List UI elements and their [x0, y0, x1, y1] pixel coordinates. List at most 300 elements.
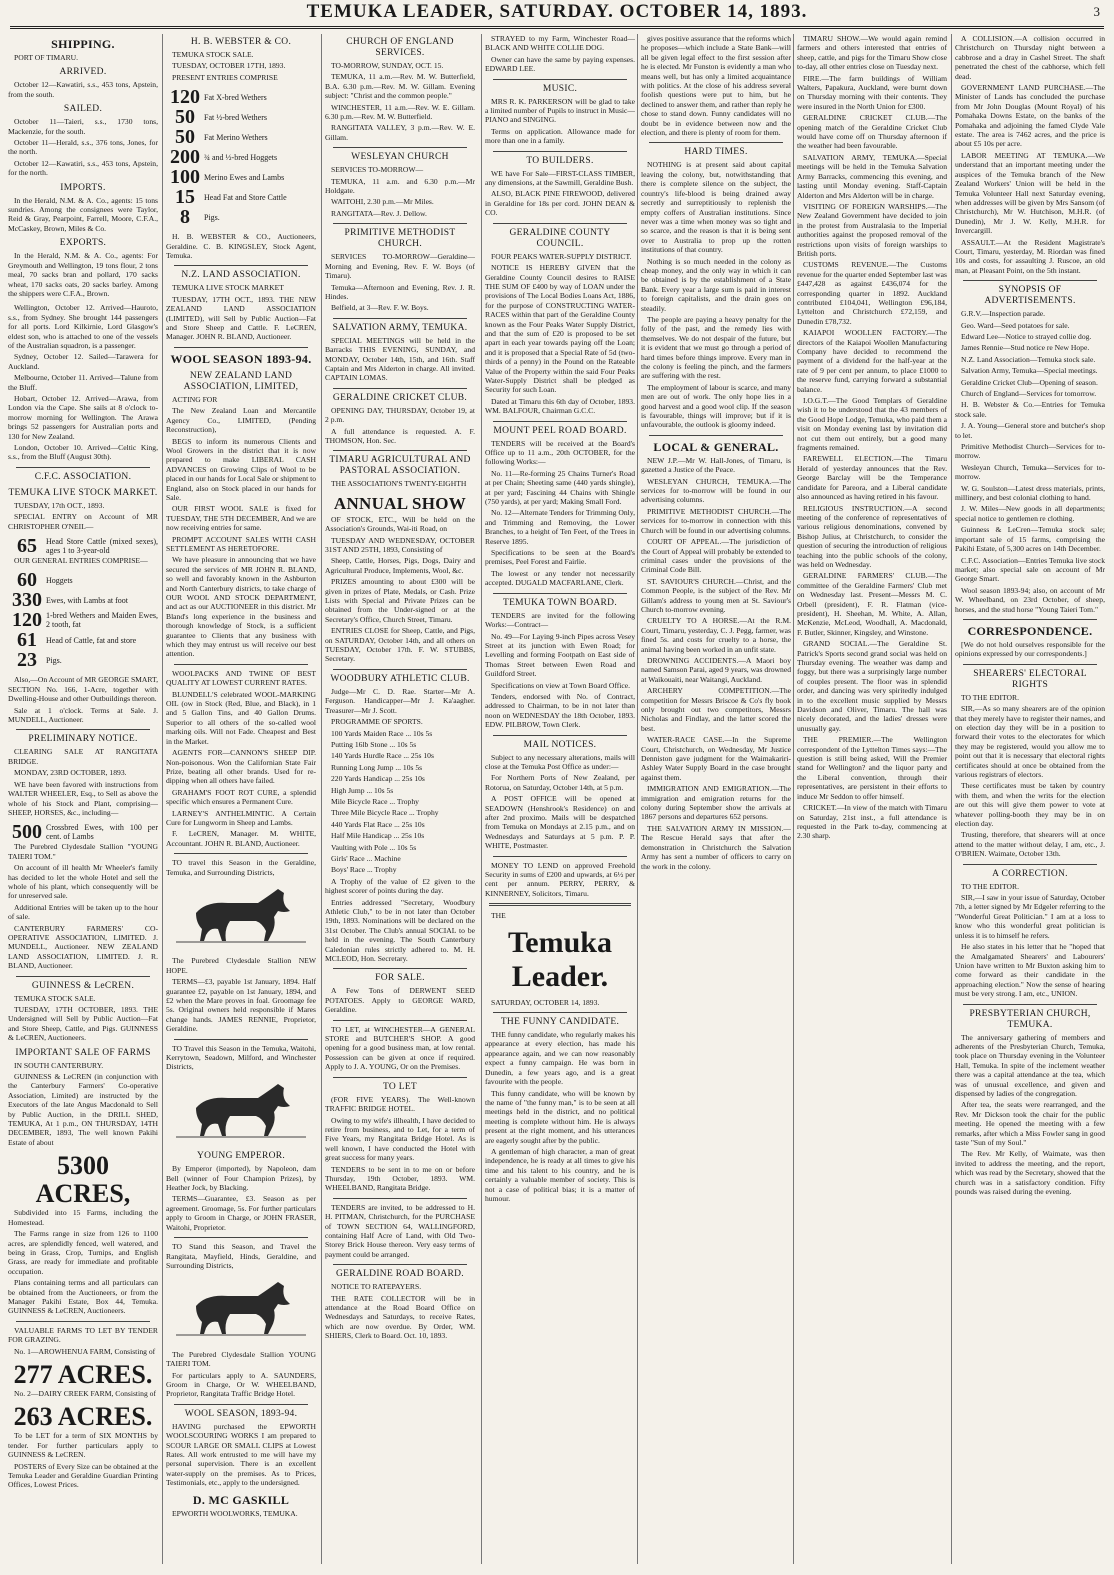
article-paragraph: THE SALVATION ARMY IN MISSION.—The Rescue Herald says that after the demonstration in Christchurch the Salvation Army has sent a number of officers to carry on the work in the colony. — [641, 823, 791, 871]
article-block — [955, 864, 1105, 999]
article-paragraph: THE ASSOCIATION'S TWENTY-EIGHTH — [331, 479, 467, 489]
article-block — [955, 1004, 1105, 1197]
column-rule — [493, 421, 627, 422]
column-rule — [174, 664, 308, 665]
article-paragraph: London, October 10. Arrived—Celtic King, s.s., from the Bluff (August 30th). — [8, 443, 158, 462]
column-rule — [963, 1004, 1097, 1005]
section-heading: FOR SALE. — [375, 973, 425, 984]
article-paragraph: THE — [491, 911, 506, 921]
article-paragraph: By Emperor (imported), by Napoleon, dam Bell (winner of Four Champion Prizes), by Heather Jock, by Blacking. — [166, 1164, 316, 1193]
article-paragraph: To be LET for a term of SIX MONTHS by tender. For further particulars apply to GUINNESS & LeCREN. — [8, 1431, 158, 1460]
column-rule — [333, 223, 467, 224]
article-paragraph: Geo. Ward—Seed potatoes for sale. — [961, 320, 1070, 330]
column-divider — [637, 34, 638, 1564]
section-heading: IMPORTANT SALE OF FARMS — [15, 1047, 151, 1058]
article-paragraph: SERVICES TO-MORROW—Geraldine—Morning and Evening, Rev. F. W. Boys (of Timaru). — [325, 252, 475, 281]
article-paragraph: PRESENT ENTRIES COMPRISE — [172, 72, 278, 82]
page-number: 3 — [1093, 4, 1100, 19]
article-paragraph: Additional Entries will be taken up to the hour of sale. — [8, 902, 158, 922]
article-paragraph: DROWNING ACCIDENTS.—A Maori boy named Samson Parai, aged 9 years, was drowned at Waikouaiti, near Waitangi, Auckland. — [641, 655, 791, 684]
stock-quantity: 50 — [175, 106, 195, 129]
article-block — [8, 570, 158, 670]
stock-description: Fat X-bred Wethers — [204, 92, 267, 102]
article-paragraph: J. W. Miles—New goods in all departments; special notice to gentlemen re clothing. — [955, 504, 1105, 523]
article-block — [166, 347, 316, 366]
column-rule — [493, 223, 627, 224]
stock-entry-row — [8, 610, 158, 630]
stock-quantity: 50 — [175, 126, 195, 149]
article-paragraph: Edward Lee—Notice to strayed collie dog. — [961, 331, 1092, 341]
article-block — [325, 1198, 475, 1259]
article-paragraph: TENDERS are invited, to be addressed to H. H. PITMAN, Christchurch, for the PURCHASE of TOWN SECTION 64, WALLINGFORD, containing Half Acre of Land, with Old Two-Storey Brick House thereon. Very easy terms of payment could be arranged. — [325, 1202, 475, 1259]
article-block — [485, 1012, 635, 1203]
column-rule — [333, 388, 467, 389]
article-paragraph: WOOLPACKS AND TWINE OF BEST QUALITY AT LOWEST CURRENT RATES. — [166, 668, 316, 688]
article-block — [166, 1237, 316, 1345]
article-paragraph: ACTING FOR — [172, 394, 218, 404]
stock-quantity: 15 — [175, 186, 195, 209]
stock-quantity: 65 — [17, 535, 37, 558]
article-paragraph: SATURDAY, OCTOBER 14, 1893. — [491, 997, 600, 1007]
article-paragraph: Belfield, at 3—Rev. F. W. Boys. — [331, 303, 429, 313]
article-block — [166, 956, 316, 1033]
article-block — [8, 467, 158, 483]
article-paragraph: gives positive assurance that the reforms which he proposes—which include a State Bank—will all be given legal effect to the first session after he is elected. Mr Funston is evidently a man who means well, but has only a limited acquaintance with politics. At the close of his address several foolish questions were put to him, but he declined to answer them, and rather than reply he chose to stand down. Funny candidates will no doubt be in evidence between now and the election, and there is plenty of room for them. — [641, 34, 791, 138]
column-rule — [174, 265, 308, 266]
article-paragraph: Specifications to be seen at the Board's premises, Peel Forest and Fairlie. — [485, 548, 635, 567]
article-paragraph: Girls' Race ... Machine — [331, 853, 401, 863]
article-block — [325, 1264, 475, 1340]
section-heading: CORRESPONDENCE. — [967, 623, 1093, 638]
column-rule — [174, 853, 308, 854]
article-paragraph: SIR,—I saw in your issue of Saturday, October 7th, a letter signed by Mr Edgeler referring to the "Wonderful Great Politician." I am at a loss to know who this wonderful great politician is unless it is to himself he refers. — [955, 893, 1105, 940]
article-block — [797, 34, 947, 841]
article-paragraph: HAVING purchased the EPWORTH WOOLSCOURING WORKS I am prepared to SCOUR LARGE OR SMALL CLIPS at Lowest Rates. All work entrusted to me will have my personal supervision. There is an excellent water-supply on the premises. As to Prices, Testimonials, etc., apply to the undersigned. — [166, 1421, 316, 1488]
article-paragraph: Tenders, endorsed with No. of Contract, addressed to Chairman, to be in not later than noon on WEDNESDAY the 18th October, 1893. EDW. PILBROW, Town Clerk. — [485, 691, 635, 730]
column-rule — [333, 450, 467, 451]
article-paragraph: October 11—Herald, s.s., 376 tons, Jones, for the north. — [8, 138, 158, 157]
stock-description: Hoggets — [46, 575, 73, 585]
article-paragraph: TUESDAY, 17th OCT., 1893. — [14, 500, 105, 510]
article-paragraph: BEGS to inform its numerous Clients and Wool Growers in the district that it is now prepared to make LIBERAL CASH ADVANCES on Growing Clips of Wool to be placed in our hands for Local Sale or shipment to England, also on Stock placed in our hands for Sale. — [166, 436, 316, 502]
article-paragraph: MRS R. K. PARKERSON will be glad to take a limited number of Pupils to instruct in Music—PIANO and SINGING. — [485, 96, 635, 125]
article-paragraph: [We do not hold ourselves responsible for the opinions expressed by our correspondents.] — [955, 639, 1105, 659]
section-heading: TEMUKA TOWN BOARD. — [502, 597, 618, 608]
article-paragraph: COURT OF APPEAL.—The jurisdiction of the Court of Appeal will probably be extended to criminal cases under the provisions of the Criminal Code Bill. — [641, 537, 791, 575]
stock-quantity: 330 — [12, 589, 42, 612]
stock-quantity: 61 — [17, 629, 37, 652]
stallion-engraving-icon — [166, 883, 316, 945]
section-heading: WOOL SEASON, 1893-94. — [184, 1408, 298, 1419]
column-rule — [333, 147, 467, 148]
article-block — [485, 151, 635, 218]
column-rule — [963, 619, 1097, 620]
article-paragraph: WINCHESTER, 11 a.m.—Rev. W. E. Gillam. 6.30 p.m.—Rev. M. W. Butterfield. — [325, 102, 475, 122]
article-paragraph: POSTERS of Every Size can be obtained at the Temuka Leader and Geraldine Guardian Printing Offices, Lowest Prices. — [8, 1461, 158, 1490]
article-block — [166, 1493, 316, 1518]
section-heading: SAILED. — [63, 104, 103, 115]
article-block — [325, 388, 475, 446]
article-paragraph: TEMUKA STOCK SALE. — [14, 993, 96, 1003]
section-heading: NEW ZEALAND LAND ASSOCIATION, LIMITED, — [183, 370, 299, 392]
article-paragraph: High Jump ... 10s 5s — [331, 785, 394, 795]
article-paragraph: Salvation Army, Temuka—Special meetings. — [961, 366, 1098, 376]
article-paragraph: MONDAY, 23RD OCTOBER, 1893. — [14, 768, 127, 778]
column-rule — [649, 142, 783, 143]
article-paragraph: FOUR PEAKS WATER-SUPPLY DISTRICT. — [491, 251, 632, 261]
article-paragraph: The lowest or any tender not necessarily accepted. DUGALD MACFARLANE, Clerk. — [485, 568, 635, 588]
article-paragraph: TUESDAY, 17TH OCTOBER, 1893. THE Undersigned will Sell by Public Auction—Fat and Store Sheep, Cattle, and Pigs. GUINNESS & LeCREN, Auctioneers. — [8, 1005, 158, 1043]
article-paragraph: CUSTOMS REVENUE.—The Customs revenue for the quarter ended September last was £447,428 as against £436,074 for the corresponding quarter in 1892. Auckland contributed £104,041, Wellington £96,184, Lyttelton and Christchurch £72,159, and Dunedin £78,732. — [797, 260, 947, 326]
column-rule — [174, 1039, 308, 1040]
article-paragraph: NOTHING is at present said about capital leaving the colony, but, notwithstanding that there is complete silence on the subject, the country's life-blood is being drained away secretly and surreptitiously to replenish the empty coffers of Australian institutions. Since never was a time when money was so tight and so scarce, and the reason is that it is being sent over to Australia to prop up the rotten institutions of that country. — [641, 160, 791, 255]
article-paragraph: TO THE EDITOR. — [961, 692, 1020, 702]
article-paragraph: Running Long Jump ... 10s 5s — [331, 762, 423, 772]
stock-quantity: 120 — [12, 609, 42, 632]
article-paragraph: CRICKET.—In view of the match with Timaru on Saturday, 21st inst., a full attendance is requested in the Park to-day, commencing at 2.30 sharp. — [797, 803, 947, 841]
article-block — [641, 435, 791, 871]
article-block — [166, 87, 316, 227]
section-heading: LOCAL & GENERAL. — [653, 439, 779, 454]
article-paragraph: THE funny candidate, who regularly makes his appearance at every election, has made his appearance again, and we can now reasonably expect a funny campaign. He was born in Dunedin, a few years ago, and is a great favourite with the people. — [485, 1030, 635, 1087]
article-paragraph: A full attendance is requested. A. F. THOMSON, Hon. Sec. — [325, 426, 475, 445]
article-paragraph: This funny candidate, who will be known by the name of "the funny man," is to be seen at all meetings held in the district, and no political meeting is complete without him. He is always present at the right moment, and his utterances are eagerly sought after by the public. — [485, 1088, 635, 1145]
article-block — [955, 280, 1105, 614]
stock-quantity: 500 — [12, 821, 42, 844]
stock-entry-row — [166, 107, 316, 127]
article-block — [641, 34, 791, 137]
article-paragraph: OF STOCK, ETC., Will be held on the Association's Grounds, Wai-iti Road, on — [325, 514, 475, 534]
section-heading: HARD TIMES. — [684, 147, 748, 158]
article-block — [8, 536, 158, 565]
column-6 — [797, 34, 947, 1564]
article-paragraph: MONEY TO LEND on approved Freehold Security in sums of £200 and upwards, at 6½ per cent per annum. PERRY, PERRY, & KINNERNEY, Solicitors, Timaru. — [485, 860, 635, 898]
article-paragraph: No. 11—Re-forming 25 Chains Turner's Road at per Chain; Sheeting same (440 yards shingle), at per yard; Fascining 44 Chains with Shingle (750 yards), at per yard; Making Small Ford. — [485, 468, 635, 507]
column-1 — [8, 34, 158, 1564]
article-paragraph: WE have been favored with instructions from WALTER WHEELER, Esq., to Sell as above the whole of his Stock and Plant, comprising—SHEEP, HORSES, &c., including— — [8, 779, 158, 817]
article-paragraph: TO travel this Season in the Geraldine, Temuka, and Surrounding Districts, — [166, 858, 316, 877]
column-rule — [16, 976, 150, 977]
article-paragraph: SIR,—As so many shearers are of the opinion that they merely have to register their names, and on election day they will be in a position to forward their votes to the electorates for which they may be registered, would you allow me to point out that it is necessary that electoral rights certificates should at once be obtained from the various registrars of electors. — [955, 704, 1105, 779]
article-block — [8, 67, 158, 99]
article-block — [485, 421, 635, 588]
article-paragraph: TO-MORROW, SUNDAY, OCT. 15. — [331, 61, 444, 70]
article-block — [485, 735, 635, 851]
article-paragraph: James Rennie—Stud notice re New Hope. — [961, 343, 1090, 353]
column-rule — [333, 968, 467, 969]
section-heading: TO BUILDERS. — [526, 155, 594, 166]
article-paragraph: PORT OF TIMARU. — [14, 53, 79, 62]
acreage-figure: 263 ACRES. — [13, 1402, 153, 1432]
column-rule — [963, 664, 1097, 665]
article-paragraph: The Purebred Clydesdale Stallion NEW HOPE. — [166, 956, 316, 975]
stock-quantity: 23 — [17, 649, 37, 672]
article-paragraph: ENTRIES CLOSE for Sheep, Cattle, and Pigs, on SATURDAY, October 14th, and all others on TUESDAY, October 17th. F. W. STUBBS, Secretary. — [325, 626, 475, 664]
section-heading: ANNUAL SHOW — [333, 493, 467, 513]
article-paragraph: GRAND SOCIAL.—The Geraldine St. Patrick's Sports second grand social was held on Thursday evening. The weather was damp and foggy, but there was a surprisingly large number of couples present. The floor was in splendid order, and dancing was very spiritedly indulged in to the excellent music supplied by Messrs Davidson and Oliver, Timaru. The hall was nicely decorated, and the ladies' dresses were unusually gay. — [797, 639, 947, 733]
section-heading: GERALDINE COUNTY COUNCIL. — [509, 227, 611, 249]
article-paragraph: H. B. WEBSTER & CO., Auctioneers, Geraldine. C. B. KINGSLEY, Stock Agent, Temuka. — [166, 232, 316, 261]
stock-quantity: 100 — [170, 166, 200, 189]
article-paragraph: PROMPT ACCOUNT SALES WITH CASH SETTLEMENT AS HERETOFORE. — [166, 534, 316, 553]
article-block — [8, 675, 158, 724]
article-paragraph: ST. SAVIOUR'S CHURCH.—Christ, and the Common People, is the subject of the Rev. Mr Gillam's address to young men at St. Saviour's Church to-morrow evening. — [641, 576, 791, 614]
section-heading: TIMARU AGRICULTURAL AND PASTORAL ASSOCIATION. — [329, 455, 471, 477]
article-paragraph: TIMARU SHOW.—We would again remind farmers and others interested that entries of sheep, cattle, and pigs for the Timaru Show close to-day, all other entries close on Tuesday next. — [797, 34, 947, 72]
column-5 — [641, 34, 791, 1564]
article-paragraph: PRIZES amounting to about £300 will be given in prizes of Plate, Medals, or Cash. Prize Lists with Special and Private Prizes can be obtained from the Under-signed or at the Secretary's Office, Church Street, Timaru. — [325, 577, 475, 624]
article-block — [8, 104, 158, 177]
article-paragraph: TERMS—Guarantee, £3. Season as per agreement. Groomage, 5s. For further particulars apply to Groom in Charge, or JOHN FRASER, Waitohi, Proprietor. — [166, 1194, 316, 1232]
column-rule — [16, 729, 150, 730]
article-paragraph: Guinness & LeCren—Temuka stock sale; important sale of 15 farms, comprising the Pakihi Estate, of 5,300 acres on 14th December. — [955, 525, 1105, 554]
stock-entry-row — [166, 127, 316, 147]
stock-entry-row — [8, 570, 158, 590]
article-paragraph: Hobart, October 12. Arrived—Arawa, from London via the Cape. She sails at 8 o'clock to-morrow morning for Wellington. The Arawa brings 52 passengers for Australian ports and 130 for New Zealand. — [8, 393, 158, 441]
article-paragraph: OUR GENERAL ENTRIES COMPRISE— — [14, 556, 148, 566]
article-block — [166, 1151, 316, 1232]
stock-description: Crossbred Ewes, with 100 per cent. of Lambs — [46, 822, 158, 842]
article-block — [8, 1321, 158, 1356]
article-block — [8, 976, 158, 1043]
article-block — [166, 664, 316, 848]
article-paragraph: Wesleyan Church, Temuka—Services for to-morrow. — [955, 462, 1105, 482]
masthead-title: TEMUKA LEADER, SATURDAY. OCTOBER 14, 1893. — [306, 1, 808, 22]
article-paragraph: TUESDAY, 17TH OCT., 1893. THE NEW ZEALAND LAND ASSOCIATION (LIMITED), will Sell by Public Auction—Fat and Store Sheep and Cattle. F. LeCREN, Manager. JOHN R. BLAND, Auctioneer. — [166, 294, 316, 342]
article-paragraph: GERALDINE CRICKET CLUB.—The opening match of the Geraldine Cricket Club would have come off on Thursday afternoon if the weather had been favourable. — [797, 113, 947, 151]
article-block — [955, 34, 1105, 275]
stock-description: Merino Ewes and Lambs — [204, 172, 285, 182]
article-paragraph: ALSO, BLACK PINE FIREWOOD, delivered in Geraldine for 18s per cord. JOHN DEAN & CO. — [485, 189, 635, 218]
article-paragraph: SERVICES TO-MORROW— — [331, 165, 424, 175]
article-paragraph: KAIAPOI WOOLLEN FACTORY.—The directors of the Kaiapoi Woollen Manufacturing Company have decided to recommend the payment of a dividend for the half-year at the rate of 9 per cent per annum, to place £1000 to the reserve fund, carrying forward a substantial balance. — [797, 328, 947, 394]
stock-entry-row — [8, 822, 158, 842]
acreage-figure: 277 ACRES. — [13, 1359, 153, 1389]
section-heading: TEMUKA LIVE STOCK MARKET. — [8, 487, 158, 498]
article-paragraph: The people are paying a heavy penalty for the folly of the past, and the remedy lies with themselves. We do not despair of the future, but it is evident that we must go through a period of hard times before things improve. Every man in the colony is feeling the pinch, and the farmers are suffering with the rest. — [641, 314, 791, 381]
article-paragraph: NOTICE IS HEREBY GIVEN that the Geraldine County Council desires to RAISE THE SUM OF £400 by way of LOAN under the provisions of The Local Bodies Loans Act, 1886, for the purpose of CONSTRUCTING WATER-RACES within that part of the Geraldine County known as the Four Peaks Water Supply District, and that the sum of £20 is proposed to be set apart in each year towards paying off the Loan; and it is proposed that a Special Rate of 5d (two-thirds of a penny) in the Pound on the Rateable Value of the Property within the said Four Peaks Water-Supply District shall be pledged as Security for such Loan. — [485, 263, 635, 395]
column-rule — [333, 669, 467, 670]
article-block — [325, 147, 475, 218]
article-paragraph: Dated at Timaru this 6th day of October, 1893. WM. BALFOUR, Chairman G.C.C. — [485, 396, 635, 416]
article-paragraph: In the Herald, N.M. & A. Co., agents: 15 tons sundries. Among the consignees were Taylor, Reid & Gray, Pearpoint, Farrell, Moore, C.F.A., McCaskey, Brown, Miles & Co. — [8, 195, 158, 233]
article-paragraph: CRUELTY TO A HORSE.—At the R.M. Court, Timaru, yesterday, C. J. Pegg, farmer, was fined 5s. and costs for cruelty to a horse, the animal having been worked in an unfit state. — [641, 616, 791, 654]
section-heading: N.Z. LAND ASSOCIATION. — [181, 270, 301, 281]
article-block — [325, 1020, 475, 1072]
stock-entry-row — [166, 147, 316, 167]
article-block — [8, 1048, 158, 1148]
article-paragraph: BLUNDELL'S celebrated WOOL-MARKING OIL (ow in Stock (Red, Blue, and Black), in 1 and 5 Gallon Tins, and 40 Gallon Drums. Superior to all others of the so-called wool marking oils. Will not Fade. Cheapest and Best in the Market. — [166, 689, 316, 746]
article-paragraph: Boys' Race ... Trophy — [331, 865, 397, 875]
column-3 — [325, 34, 475, 1564]
acreage-figure: 5300 ACRES, — [35, 1151, 131, 1209]
article-paragraph: October 12—Kawatiri, s.s., 453 tons, Apstein, for the north. — [8, 158, 158, 178]
article-paragraph: SPECIAL MEETINGS will be held in the Barracks THIS EVENING, SUNDAY, and MONDAY, October 14th, 15th, and 16th. Staff Captain and Mrs Alderton in charge. All invited. CAPTAIN LOMAS. — [325, 335, 475, 383]
section-heading: IMPORTS. — [60, 182, 106, 193]
article-block — [485, 593, 635, 730]
stock-description: Head Store Cattle (mixed sexes), ages 1 to 3-year-old — [46, 536, 158, 556]
column-rule — [174, 1404, 308, 1405]
article-paragraph: Subdivided into 15 Farms, including the Homestead. — [8, 1208, 158, 1227]
article-paragraph: TUESDAY, OCTOBER 17TH, 1893. — [172, 61, 286, 71]
article-paragraph: Subject to any necessary alterations, mails will close at the Temuka Post Office as under:— — [485, 752, 635, 771]
article-block — [166, 853, 316, 951]
column-rule — [174, 1237, 308, 1238]
article-paragraph: FAREWELL ELECTION.—The Timaru Herald of yesterday announces that the Rev. George Barclay will be the Temperance candidate for Pareora, and a Liberal candidate also announced as having retired in his favour. — [797, 454, 947, 502]
article-paragraph: NEW J.P.—Mr W. Hall-Jones, of Timaru, is gazetted a Justice of the Peace. — [641, 455, 791, 475]
column-rule — [333, 318, 467, 319]
article-paragraph: A COLLISION.—A collision occurred in Christchurch on Thursday night between a cabbrose and a dray in Cashel Street. The shaft penetrated the chest of the cabhorse, which fell dead. — [955, 34, 1105, 81]
article-paragraph: A Few Tons of DERWENT SEED POTATOES. Apply to GEORGE WARD, Geraldine. — [325, 986, 475, 1015]
article-paragraph: The Purebred Clydesdale Stallion "YOUNG TAIERI TOM." — [8, 842, 158, 861]
section-heading: MAIL NOTICES. — [523, 739, 597, 750]
article-paragraph: CLEARING SALE AT RANGITATA BRIDGE. — [8, 747, 158, 766]
article-paragraph: For Northern Ports of New Zealand, per Rotorua, on Saturday, October 14th, at 5 p.m. — [485, 773, 635, 792]
article-block — [485, 926, 635, 1007]
article-block — [8, 488, 158, 531]
article-paragraph: Three Mile Bicycle Race ... Trophy — [331, 808, 439, 818]
article-paragraph: STRAYED to my Farm, Winchester Road—BLACK AND WHITE COLLIE DOG. — [485, 34, 635, 53]
section-heading: GERALDINE ROAD BOARD. — [336, 1269, 464, 1280]
section-heading: CHURCH OF ENGLAND SERVICES. — [346, 37, 454, 58]
column-4 — [485, 34, 635, 1564]
article-block — [325, 318, 475, 383]
column-rule — [333, 1198, 467, 1199]
article-paragraph: On account of ill health Mr Wheeler's family has decided to let the whole Hotel and sell the whole of his plant, which consequently will be for unreserved sale. — [8, 863, 158, 901]
newspaper-nameplate: Temuka Leader. — [508, 925, 612, 993]
article-paragraph: Entries addressed "Secretary, Woodbury Athletic Club," to be in not later than October 19th, 1893. Nominations will be declared on the 31st October. The Club's annual SOCIAL to be held in the evening. The South Canterbury Caledonian rules strictly adhered to. M. H. MCLEOD, Hon. Secretary. — [325, 897, 475, 964]
article-block — [485, 856, 635, 899]
article-paragraph: Trusting, therefore, that shearers will at once attend to the matter without delay, I am, etc., J. O'BRIEN. Waimate, October 13th. — [955, 830, 1105, 859]
column-rule — [493, 1012, 627, 1013]
section-heading: GERALDINE CRICKET CLUB. — [332, 392, 468, 403]
article-paragraph: TO LET, at WINCHESTER—A GENERAL STORE and BUTCHER'S SHOP. A good opening for a good business man, at low rental. Possession can be given at once if required. Apply to J. A. YOUNG, Or on the Premises. — [325, 1024, 475, 1072]
article-block — [955, 664, 1105, 859]
column-rule — [493, 593, 627, 594]
article-paragraph: GUINNESS & LeCREN (in conjunction with the Canterbury Farmers' Co-operative Association, Limited) are instructed by the Executors of the late Angus Macdonald to Sell by Public Auction, in the DRILL SHED, TEMUKA, At 1 p.m., ON THURSDAY, 14TH DECEMBER, 1893, The well known Pakihi Estate of about — [8, 1072, 158, 1147]
article-paragraph: Sydney, October 12. Sailed—Tarawera for Auckland. — [8, 352, 158, 371]
article-paragraph: No. 12—Alternate Tenders for Trimming Only, and Trimming and Removing, the Lower Branches, to a height of Ten Feet, of the Trees in Reserve 1895. — [485, 508, 635, 546]
section-heading: YOUNG EMPEROR. — [196, 1151, 286, 1162]
section-heading: MUSIC. — [542, 83, 578, 94]
article-block — [325, 223, 475, 312]
article-block — [8, 1403, 158, 1489]
article-block — [485, 34, 635, 74]
article-paragraph: RELIGIOUS INSTRUCTION.—A second meeting of the conference of representatives of various religious denominations, convened by Bishop Julius, at Christchurch, to consider the question of securing the introduction of religious teaching into the public schools of the colony, was held on Wednesday. — [797, 503, 947, 569]
stock-description: ¾ and ½-bred Hoggets — [204, 152, 278, 162]
article-paragraph: SPECIAL ENTRY on Account of MR CHRISTOPHER O'NEIL— — [8, 512, 158, 531]
article-block — [325, 450, 475, 488]
column-rule — [963, 864, 1097, 865]
article-paragraph: 440 Yards Flat Race ... 25s 10s — [331, 819, 425, 829]
article-paragraph: IMMIGRATION AND EMIGRATION.—The immigration and emigration returns for the colony during September show the arrivals at 1867 persons and departures 652 persons. — [641, 784, 791, 822]
article-paragraph: EPWORTH WOOLWORKS, TEMUKA. — [172, 1508, 298, 1518]
stock-entry-row — [166, 187, 316, 207]
article-paragraph: Owing to my wife's illhealth, I have decided to retire from business, and to Let, for a term of Five Years, my Rangitata Bridge Hotel. As is well known, I have conducted the Hotel with great success for many years. — [325, 1115, 475, 1163]
article-block — [166, 1039, 316, 1147]
article-paragraph: After tea, the seats were rearranged, and the Rev. Mr Dickson took the chair for the public meeting. He opened the meeting with a few remarks, after which a Miss Fowler sang in good taste "Sun of my Soul." — [955, 1100, 1105, 1147]
section-heading: PRIMITIVE METHODIST CHURCH. — [344, 228, 456, 250]
article-block — [166, 265, 316, 341]
article-paragraph: A gentleman of high character, a man of great independence, he is ready at all times to give his time and his talent to his country, and he is certainly a valuable member of society. This is not a case of political bias; it is a matter of humour. — [485, 1146, 635, 1203]
stock-entry-row — [8, 630, 158, 650]
section-heading: WOODBURY ATHLETIC CLUB. — [330, 673, 470, 684]
section-heading: SHEARERS' ELECTORAL RIGHTS — [973, 668, 1087, 690]
section-heading: H. B. WEBSTER & CO. — [190, 37, 292, 47]
article-paragraph: Plans containing terms and all particulars can be obtained from the Auctioneers, or from the Manager Pakihi Estate, Box 44, Temuka. GUINNESS & LeCREN, Auctioneers. — [8, 1278, 158, 1316]
article-paragraph: Owner can have the same by paying expenses. EDWARD LEE. — [485, 54, 635, 74]
article-paragraph: Half Mile Handicap ... 25s 10s — [331, 831, 425, 841]
article-paragraph: We have pleasure in announcing that we have secured the services of MR JOHN R. BLAND, so well and favorably known in the Ashburton and North Canterbury districts, to take charge of OUR WOOL AND STOCK DEPARTMENT, and act as our AUCTIONEER in this district. Mr Bland's long experience in the business and thorough knowledge of Stock, is a sufficient guarantee to Clients that any business with which they may entrust us will receive our best attention. — [166, 555, 316, 659]
article-block — [8, 1152, 158, 1315]
stallion-engraving-icon — [166, 1078, 316, 1140]
article-block — [325, 1077, 475, 1193]
article-block — [8, 37, 158, 62]
article-paragraph: Temuka—Afternoon and Evening, Rev. J. R. Hindes. — [325, 282, 475, 301]
article-paragraph: G.R.V.—Inspection parade. — [961, 309, 1046, 319]
article-paragraph: TERMS—£3, payable 1st January, 1894. Half guarantee £2, payable on 1st January, 1894, and £2 when the Mare proves in foal. Groomage fee 5s. Original owners held responsible if Mares change hands. JAMES RENNIE, Proprietor, Geraldine. — [166, 977, 316, 1034]
article-paragraph: VALUABLE FARMS TO LET BY TENDER FOR GRAZING. — [8, 1325, 158, 1345]
section-heading: WESLEYAN CHURCH — [351, 152, 449, 163]
column-divider — [793, 34, 794, 1564]
article-paragraph: These certificates must be taken by country with them, and when the writs for the election are out this will give them power to vote at whatever polling-booth they may be in on election day. — [955, 781, 1105, 829]
article-paragraph: Terms on application. Allowance made for more than one in a family. — [485, 126, 635, 146]
column-rule — [174, 347, 308, 348]
article-block — [166, 1350, 316, 1399]
section-heading: EXPORTS. — [59, 238, 107, 249]
article-paragraph: Primitive Methodist Church—Services for to-morrow. — [955, 442, 1105, 461]
article-paragraph: Sale at 1 o'clock. Terms at Sale. J. MUNDELL, Auctioneer. — [8, 705, 158, 725]
article-paragraph: PROGRAMME OF SPORTS. — [331, 717, 423, 727]
article-paragraph: Wellington, October 12. Arrived—Hauroto, s.s., from Sydney. She brought 144 passengers for all ports. Lord Kilkirnie, Lord Glasgow's eldest son, who is attached to one of the vessels of the Australian squadron, is a passenger. — [8, 303, 158, 350]
article-paragraph: LABOR MEETING AT TEMUKA.—We understand that an important meeting under the auspices of the Temuka branch of the New Zealand Workers' Union will be held in the Temuka Volunteer Hall next Saturday evening, when addresses will be given by Mrs Sansom (of Christchurch), Mr W. Hutchison, M.H.R. (of Dunedin), Mr J. W. Kelly, M.H.R. for Invercargill. — [955, 150, 1105, 236]
article-paragraph: WATER-RACE CASE.—In the Supreme Court, Christchurch, on Wednesday, Mr Justice Denniston gave judgment for the Waimakariri-Ashley Water Supply Board in the case brought against them. — [641, 735, 791, 782]
article-paragraph: Melbourne, October 11. Arrived—Talune from the Bluff. — [8, 373, 158, 392]
article-paragraph: TO Travel this Season in the Temuka, Waitohi, Kerrytown, Seadown, Milford, and Winchester Districts, — [166, 1043, 316, 1072]
article-paragraph: NOTICE TO RATEPAYERS. — [331, 1282, 422, 1292]
article-paragraph: VISITING OF FOREIGN WARSHIPS.—The New Zealand Government have decided to join in the protest from Australasia to the Imperial authorities against the proposed removal of the restrictions upon visits of foreign warships to British ports. — [797, 201, 947, 258]
article-block — [8, 1361, 158, 1398]
column-7 — [955, 34, 1105, 1564]
section-heading: MOUNT PEEL ROAD BOARD. — [493, 425, 627, 436]
column-rule — [649, 435, 783, 436]
article-paragraph: October 12—Kawatiri, s.s., 453 tons, Apstein, from the south. — [8, 80, 158, 99]
article-paragraph: WAITOHI, 2.30 p.m.—Mr Miles. — [331, 197, 434, 207]
article-paragraph: SALVATION ARMY, TEMUKA.—Special meetings will be held in the Temuka Salvation Army Barracks, commencing this evening, and lasting until Monday evening. Staff-Captain Alderton and Mrs Alderton will be in charge. — [797, 152, 947, 200]
article-block — [325, 669, 475, 964]
article-paragraph: No. 49—For Laying 9-inch Pipes across Vesey Street at its junction with Ewen Road; for Levelling and forming Footpath on East side of Thomas Street between Ewen Road and Guildford Street. — [485, 631, 635, 679]
article-paragraph: I.O.G.T.—The Good Templars of Geraldine wish it to be understood that the 43 members of the Good Hope Lodge, Temuka, who paid them a visit on Monday evening last by invitation did not cut them out entirely, but a good many fragments remained. — [797, 396, 947, 453]
section-heading: PRELIMINARY NOTICE. — [28, 734, 138, 745]
column-rule — [333, 1264, 467, 1265]
column-divider — [321, 34, 322, 1564]
article-paragraph: TENDERS are invited for the following Works:—Contract— — [485, 610, 635, 630]
article-paragraph: October 11—Taieri, s.s., 1730 tons, Mackenzie, for the south. — [8, 117, 158, 136]
column-2 — [166, 34, 316, 1564]
article-paragraph: N.Z. Land Association—Temuka stock sale. — [961, 354, 1096, 364]
stock-description: Head of Cattle, fat and store — [46, 635, 137, 645]
article-paragraph: OPENING DAY, THURSDAY, October 19, at 2 p.m. — [325, 405, 475, 425]
section-heading: PRESBYTERIAN CHURCH, TEMUKA. — [969, 1008, 1091, 1030]
article-paragraph: GOVERNMENT LAND PURCHASE.—The Minister of Lands has concluded the purchase from Mr John Douglas (Mount Royal) of his Pomahaka Downs Estate, on the banks of the Pomahaka and adjoining the famed Clyde Vale estate. The area is 7462 acres, and the price is about £5 10s per acre. — [955, 83, 1105, 149]
article-paragraph: ASSAULT.—At the Resident Magistrate's Court, Timaru, yesterday, M. Riordan was fined 10s and costs, for assaulting J. Ruscoe, an old man, at Pleasant Point, on the 5th instant. — [955, 237, 1105, 275]
article-paragraph: GRAHAM'S FOOT ROT CURE, a splendid specific which ensures a Permanent Cure. — [166, 787, 316, 807]
article-block — [325, 37, 475, 142]
article-paragraph: AGENTS FOR—CANNON'S SHEEP DIP. Non-poisonous. Won the Californian State Fair Prize, beating all other brands. Used for re-dipping when all others have failed. — [166, 748, 316, 786]
section-heading: ARRIVED. — [59, 67, 107, 78]
stock-entry-row — [166, 167, 316, 187]
article-paragraph: Wool season 1893-94; also, on account of Mr W. Wheelband, on 23rd October, of sheep, horses, and the stud horse "Young Taieri Tom." — [955, 585, 1105, 614]
